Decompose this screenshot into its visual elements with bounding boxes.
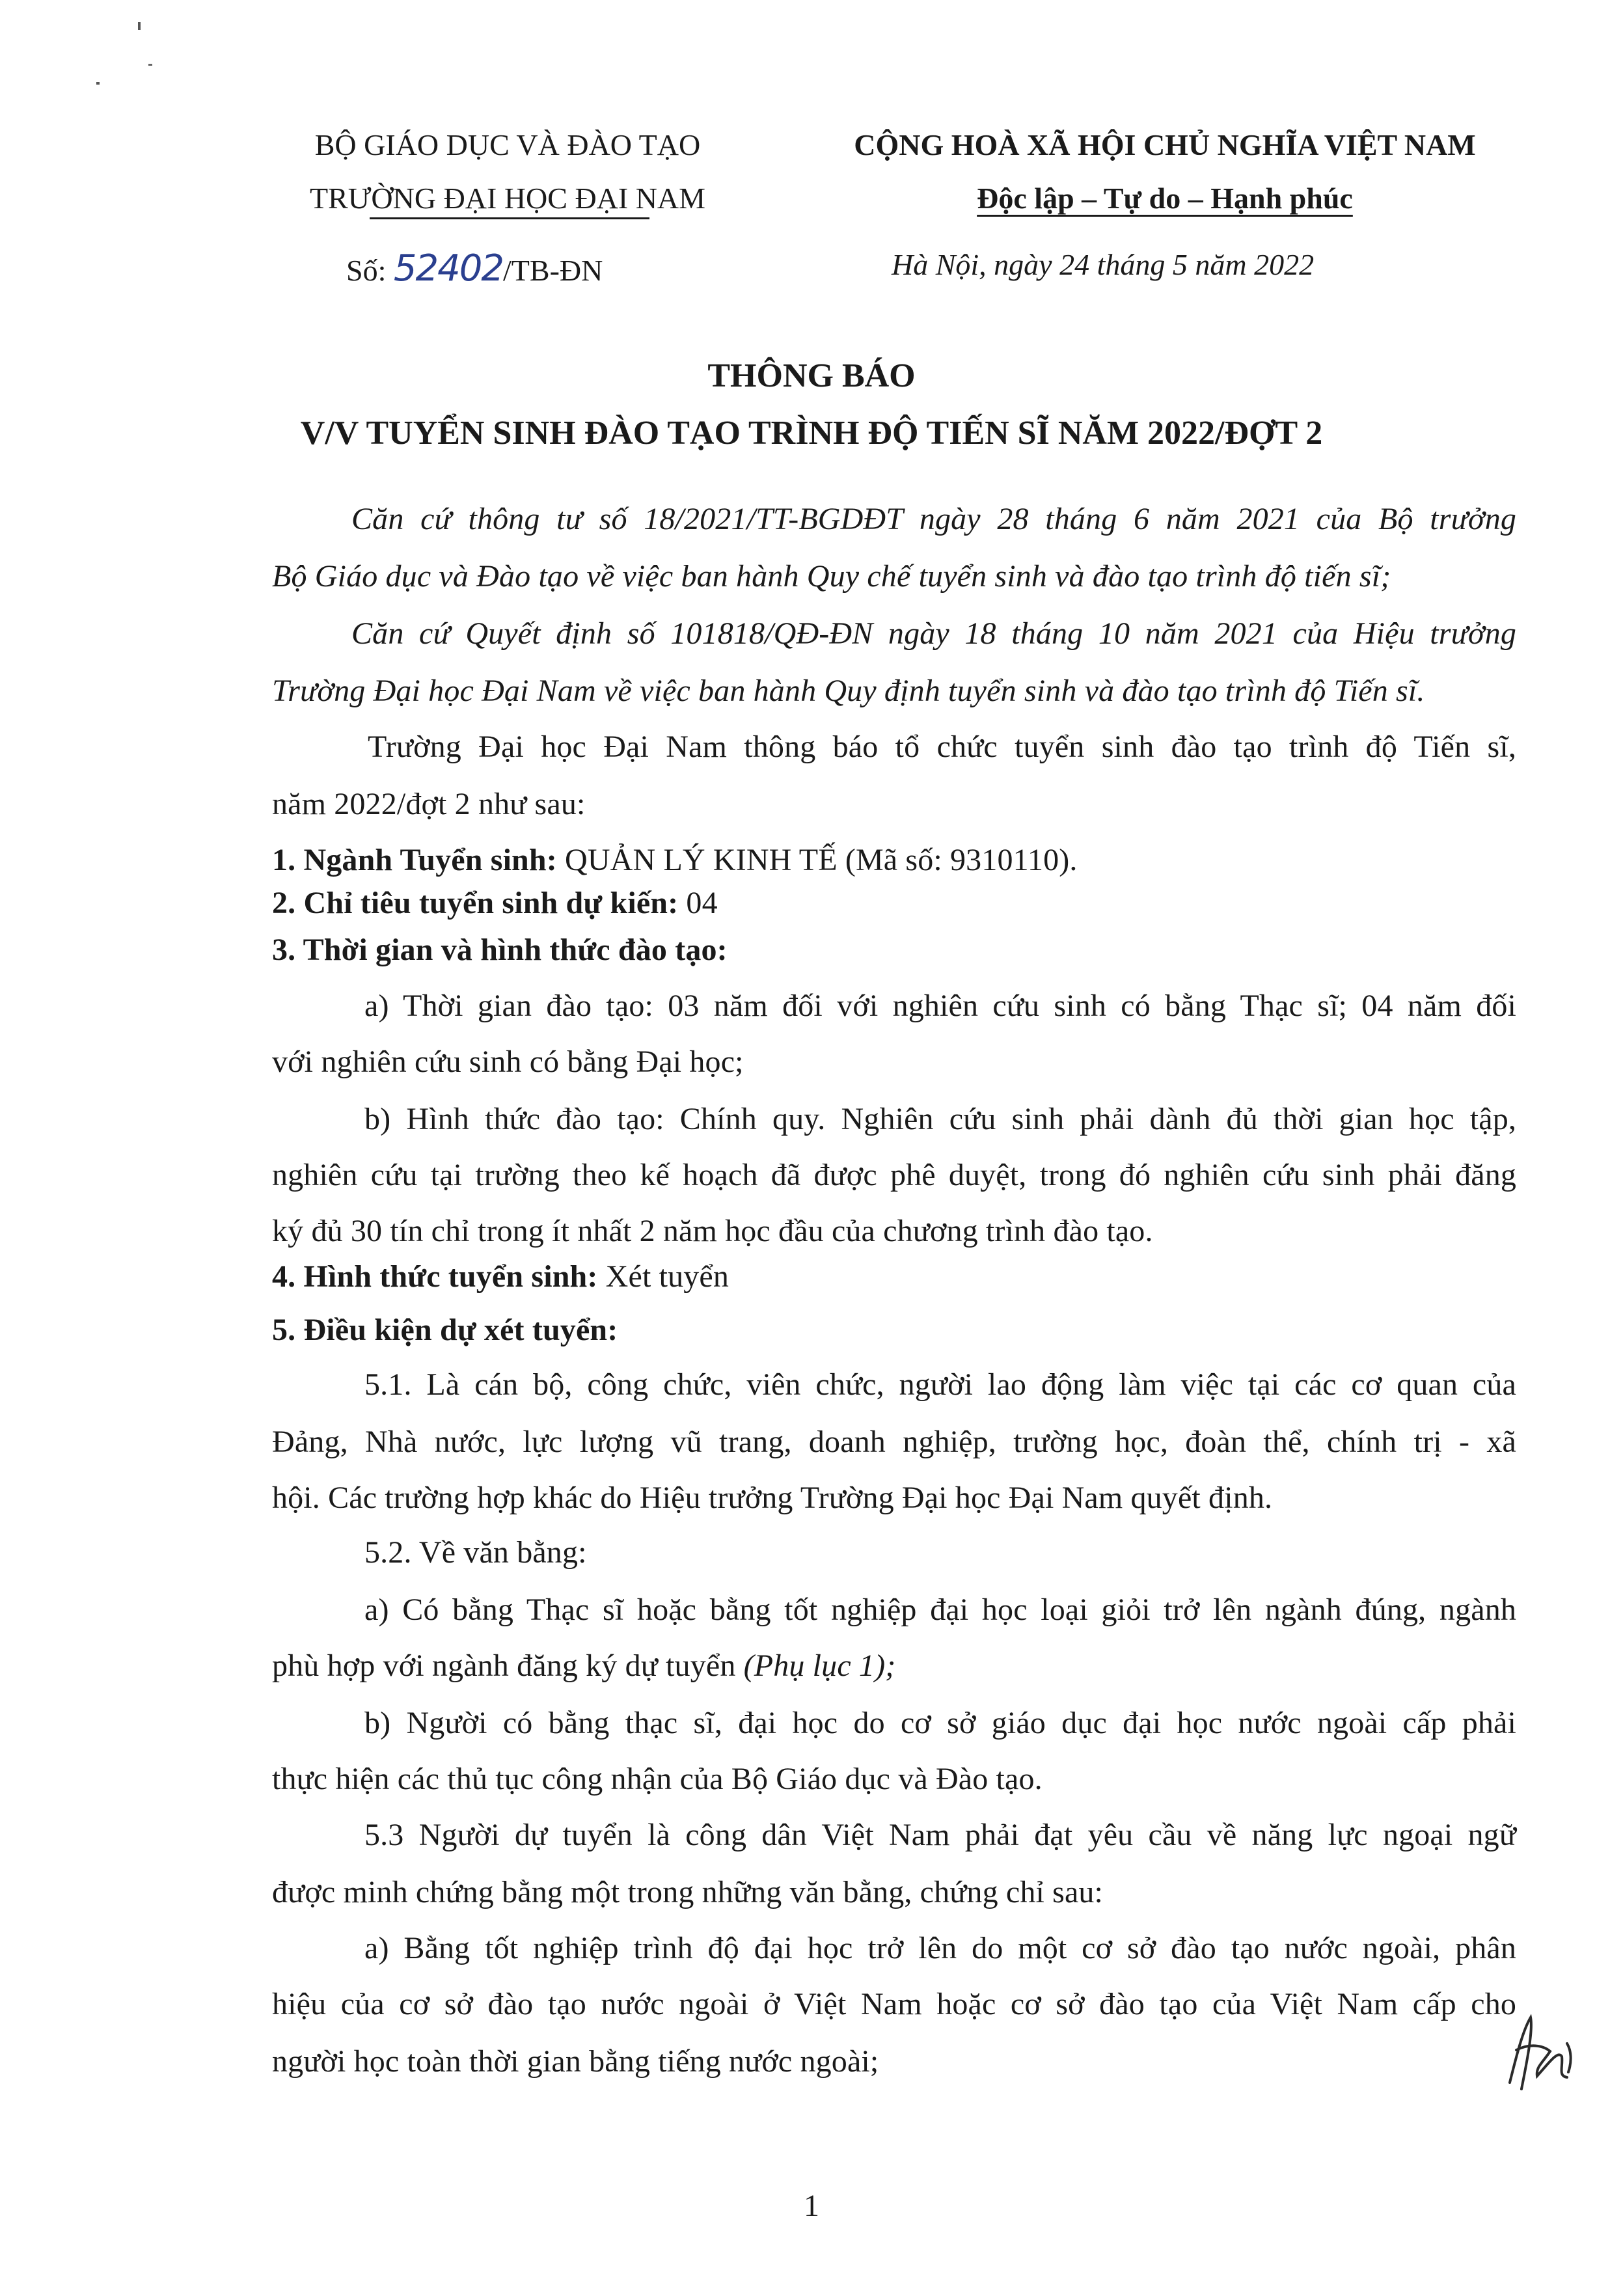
section-5-2a-line-1: a) Có bằng Thạc sĩ hoặc bằng tốt nghiệp đại học loại giỏi trở lên ngành đúng, ngành xyxy=(364,1592,1516,1627)
place-date-prefix: Hà Nội, ngày xyxy=(892,248,1052,281)
date-year: 2022 xyxy=(1254,248,1315,281)
initials-signature-icon xyxy=(1490,2004,1588,2102)
section-5-2b-line-1: b) Người có bằng thạc sĩ, đại học do cơ sở giáo dục đại học nước ngoài cấp phải xyxy=(364,1706,1516,1740)
section-5-label: 5. Điều kiện dự xét tuyển: xyxy=(272,1313,618,1347)
section-1-label: 1. Ngành Tuyển sinh: xyxy=(272,843,557,877)
section-5-2-heading: 5.2. Về văn bằng: xyxy=(364,1535,587,1570)
section-5-3-line-2: được minh chứng bằng một trong những văn bằng, chứng chỉ sau: xyxy=(272,1875,1104,1909)
scan-mark xyxy=(138,22,141,30)
section-5-1-line-3: hội. Các trường hợp khác do Hiệu trưởng Trường Đại học Đại Nam quyết định. xyxy=(272,1481,1273,1515)
doc-subtitle: V/V TUYỂN SINH ĐÀO TẠO TRÌNH ĐỘ TIẾN SĨ NĂM 2022/ĐỢT 2 xyxy=(300,415,1323,452)
section-5-2b-line-2: thực hiện các thủ tục công nhận của Bộ Giáo dục và Đào tạo. xyxy=(272,1762,1043,1796)
place-date xyxy=(892,247,1314,282)
section-4-label: 4. Hình thức tuyển sinh: xyxy=(272,1259,598,1294)
section-5-3-line-1: 5.3 Người dự tuyển là công dân Việt Nam phải đạt yêu cầu về năng lực ngoại ngữ xyxy=(364,1818,1516,1852)
section-3b-line-2: nghiên cứu tại trường theo kế hoạch đã được phê duyệt, trong đó nghiên cứu sinh phải đăng xyxy=(272,1158,1516,1192)
section-4-value: Xét tuyển xyxy=(597,1259,729,1294)
doc-number-suffix: /TB-ĐN xyxy=(503,254,603,287)
section-5-2a-line-2-text: phù hợp với ngành đăng ký dự tuyển xyxy=(272,1648,744,1683)
appendix-reference: (Phụ lục 1); xyxy=(743,1648,896,1683)
university-name xyxy=(260,181,755,215)
ministry-name: BỘ GIÁO DỤC VÀ ĐÀO TẠO xyxy=(314,128,701,161)
section-5-1-line-1: 5.1. Là cán bộ, công chức, viên chức, người lao động làm việc tại các cơ quan của xyxy=(364,1367,1516,1402)
section-1-value: QUẢN LÝ KINH TẾ (Mã số: 9310110). xyxy=(556,843,1078,877)
section-3b-line-3: ký đủ 30 tín chỉ trong ít nhất 2 năm học đầu của chương trình đào tạo. xyxy=(272,1214,1153,1248)
date-day: 24 xyxy=(1059,248,1090,281)
section-3b-line-1: b) Hình thức đào tạo: Chính quy. Nghiên cứu sinh phải dành đủ thời gian học tập, xyxy=(364,1102,1516,1136)
intro-line-1: Trường Đại học Đại Nam thông báo tổ chức tuyển sinh đào tạo trình độ Tiến sĩ, xyxy=(368,730,1516,764)
basis-line-2: Bộ Giáo dục và Đào tạo về việc ban hành Quy chế tuyển sinh và đào tạo trình độ tiến sĩ; xyxy=(272,559,1391,594)
scan-mark xyxy=(96,82,100,85)
section-2-value: 04 xyxy=(678,886,718,920)
intro-line-2: năm 2022/đợt 2 như sau: xyxy=(272,787,586,821)
doc-title: THÔNG BÁO xyxy=(707,357,916,394)
section-5-3a-line-1: a) Bằng tốt nghiệp trình độ đại học trở lên do một cơ sở đào tạo nước ngoài, phân xyxy=(364,1931,1516,1965)
doc-number-handwritten: 52402 xyxy=(393,247,504,290)
basis-line-1: Căn cứ thông tư số 18/2021/TT-BGDĐT ngày 28 tháng 6 năm 2021 của Bộ trưởng xyxy=(351,502,1516,536)
document-number xyxy=(346,247,603,290)
section-1 xyxy=(272,842,1078,878)
scan-mark xyxy=(148,64,152,66)
page-number: 1 xyxy=(804,2189,819,2223)
section-5-2a-line-2 xyxy=(272,1648,895,1684)
section-3a-line-1: a) Thời gian đào tạo: 03 năm đối với nghiên cứu sinh có bằng Thạc sĩ; 04 năm đối xyxy=(364,989,1516,1023)
motto xyxy=(807,181,1523,215)
motto-text: Độc lập – Tự do – Hạnh phúc xyxy=(977,182,1353,215)
section-4 xyxy=(272,1259,729,1294)
university-name-text: TRƯỜNG ĐẠI HỌC ĐẠI NAM xyxy=(309,182,706,215)
university-underline xyxy=(370,217,649,219)
date-month: 5 xyxy=(1172,248,1188,281)
doc-number-prefix: Số: xyxy=(346,254,387,287)
section-2 xyxy=(272,885,718,921)
section-5-1-line-2: Đảng, Nhà nước, lực lượng vũ trang, doanh nghiệp, trường học, đoàn thể, chính trị - xã xyxy=(272,1425,1516,1459)
section-2-label: 2. Chỉ tiêu tuyển sinh dự kiến: xyxy=(272,886,679,920)
section-5-3a-line-3: người học toàn thời gian bằng tiếng nước ngoài; xyxy=(272,2044,879,2079)
date-month-label: tháng xyxy=(1097,248,1166,281)
section-3-label: 3. Thời gian và hình thức đào tạo: xyxy=(272,933,728,967)
date-year-label: năm xyxy=(1195,248,1247,281)
country-name: CỘNG HOÀ XÃ HỘI CHỦ NGHĨA VIỆT NAM xyxy=(854,128,1476,161)
section-3a-line-2: với nghiên cứu sinh có bằng Đại học; xyxy=(272,1045,744,1079)
basis-line-4: Trường Đại học Đại Nam về việc ban hành Quy định tuyển sinh và đào tạo trình độ Tiến sĩ. xyxy=(272,674,1425,708)
basis-line-3: Căn cứ Quyết định số 101818/QĐ-ĐN ngày 18 tháng 10 năm 2021 của Hiệu trưởng xyxy=(351,616,1516,651)
section-5-3a-line-2: hiệu của cơ sở đào tạo nước ngoài ở Việt Nam hoặc cơ sở đào tạo của Việt Nam cấp cho xyxy=(272,1987,1516,2021)
